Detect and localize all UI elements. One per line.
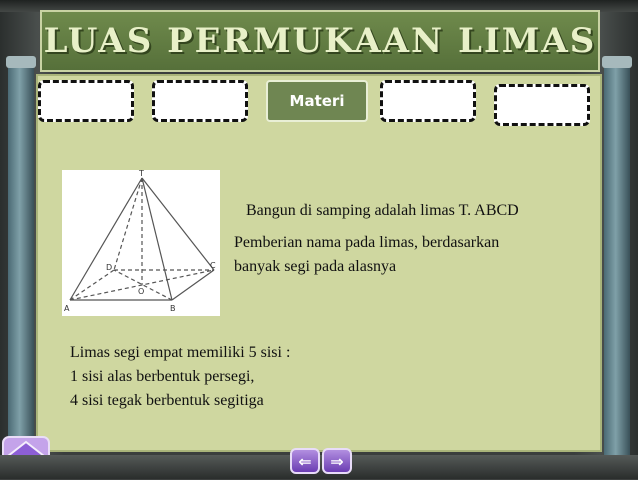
right-rail (604, 60, 630, 460)
tab-1[interactable] (38, 80, 134, 122)
label-a: A (64, 304, 70, 313)
pyramid-figure (62, 170, 220, 316)
text-line-3: banyak segi pada alasnya (234, 258, 397, 275)
page-title: LUAS PERMUKAAN LIMAS (43, 21, 597, 61)
right-rail-cap (602, 56, 632, 68)
arrow-left-icon: ⇐ (298, 451, 312, 471)
tab-materi-label: Materi (289, 92, 345, 110)
tab-materi[interactable] (266, 80, 368, 122)
text-line-1: Bangun di samping adalah limas T. ABCD (246, 202, 519, 219)
left-rail (8, 60, 34, 460)
text-line-5: 1 sisi alas berbentuk persegi, (70, 368, 255, 385)
edge-bc (172, 270, 214, 300)
label-o: O (138, 287, 145, 296)
text-line-4: Limas segi empat memiliki 5 sisi : (70, 344, 291, 361)
tab-4[interactable] (380, 80, 476, 122)
next-button[interactable] (322, 448, 352, 474)
pyramid-diagram (62, 170, 220, 316)
text-line-2: Pemberian nama pada limas, berdasarkan (234, 234, 500, 251)
title-banner (40, 10, 600, 72)
text-line-6: 4 sisi tegak berbentuk segitiga (70, 392, 264, 409)
left-rail-cap (6, 56, 36, 68)
tab-2[interactable] (152, 80, 248, 122)
arrow-right-icon: ⇒ (330, 451, 344, 471)
label-t: T (139, 170, 144, 178)
edge-td (114, 178, 142, 270)
edge-ta (70, 178, 145, 300)
label-c: C (210, 261, 216, 270)
prev-button[interactable] (290, 448, 320, 474)
label-b: B (170, 304, 176, 313)
label-d: D (106, 263, 113, 272)
tab-5[interactable] (494, 84, 590, 126)
